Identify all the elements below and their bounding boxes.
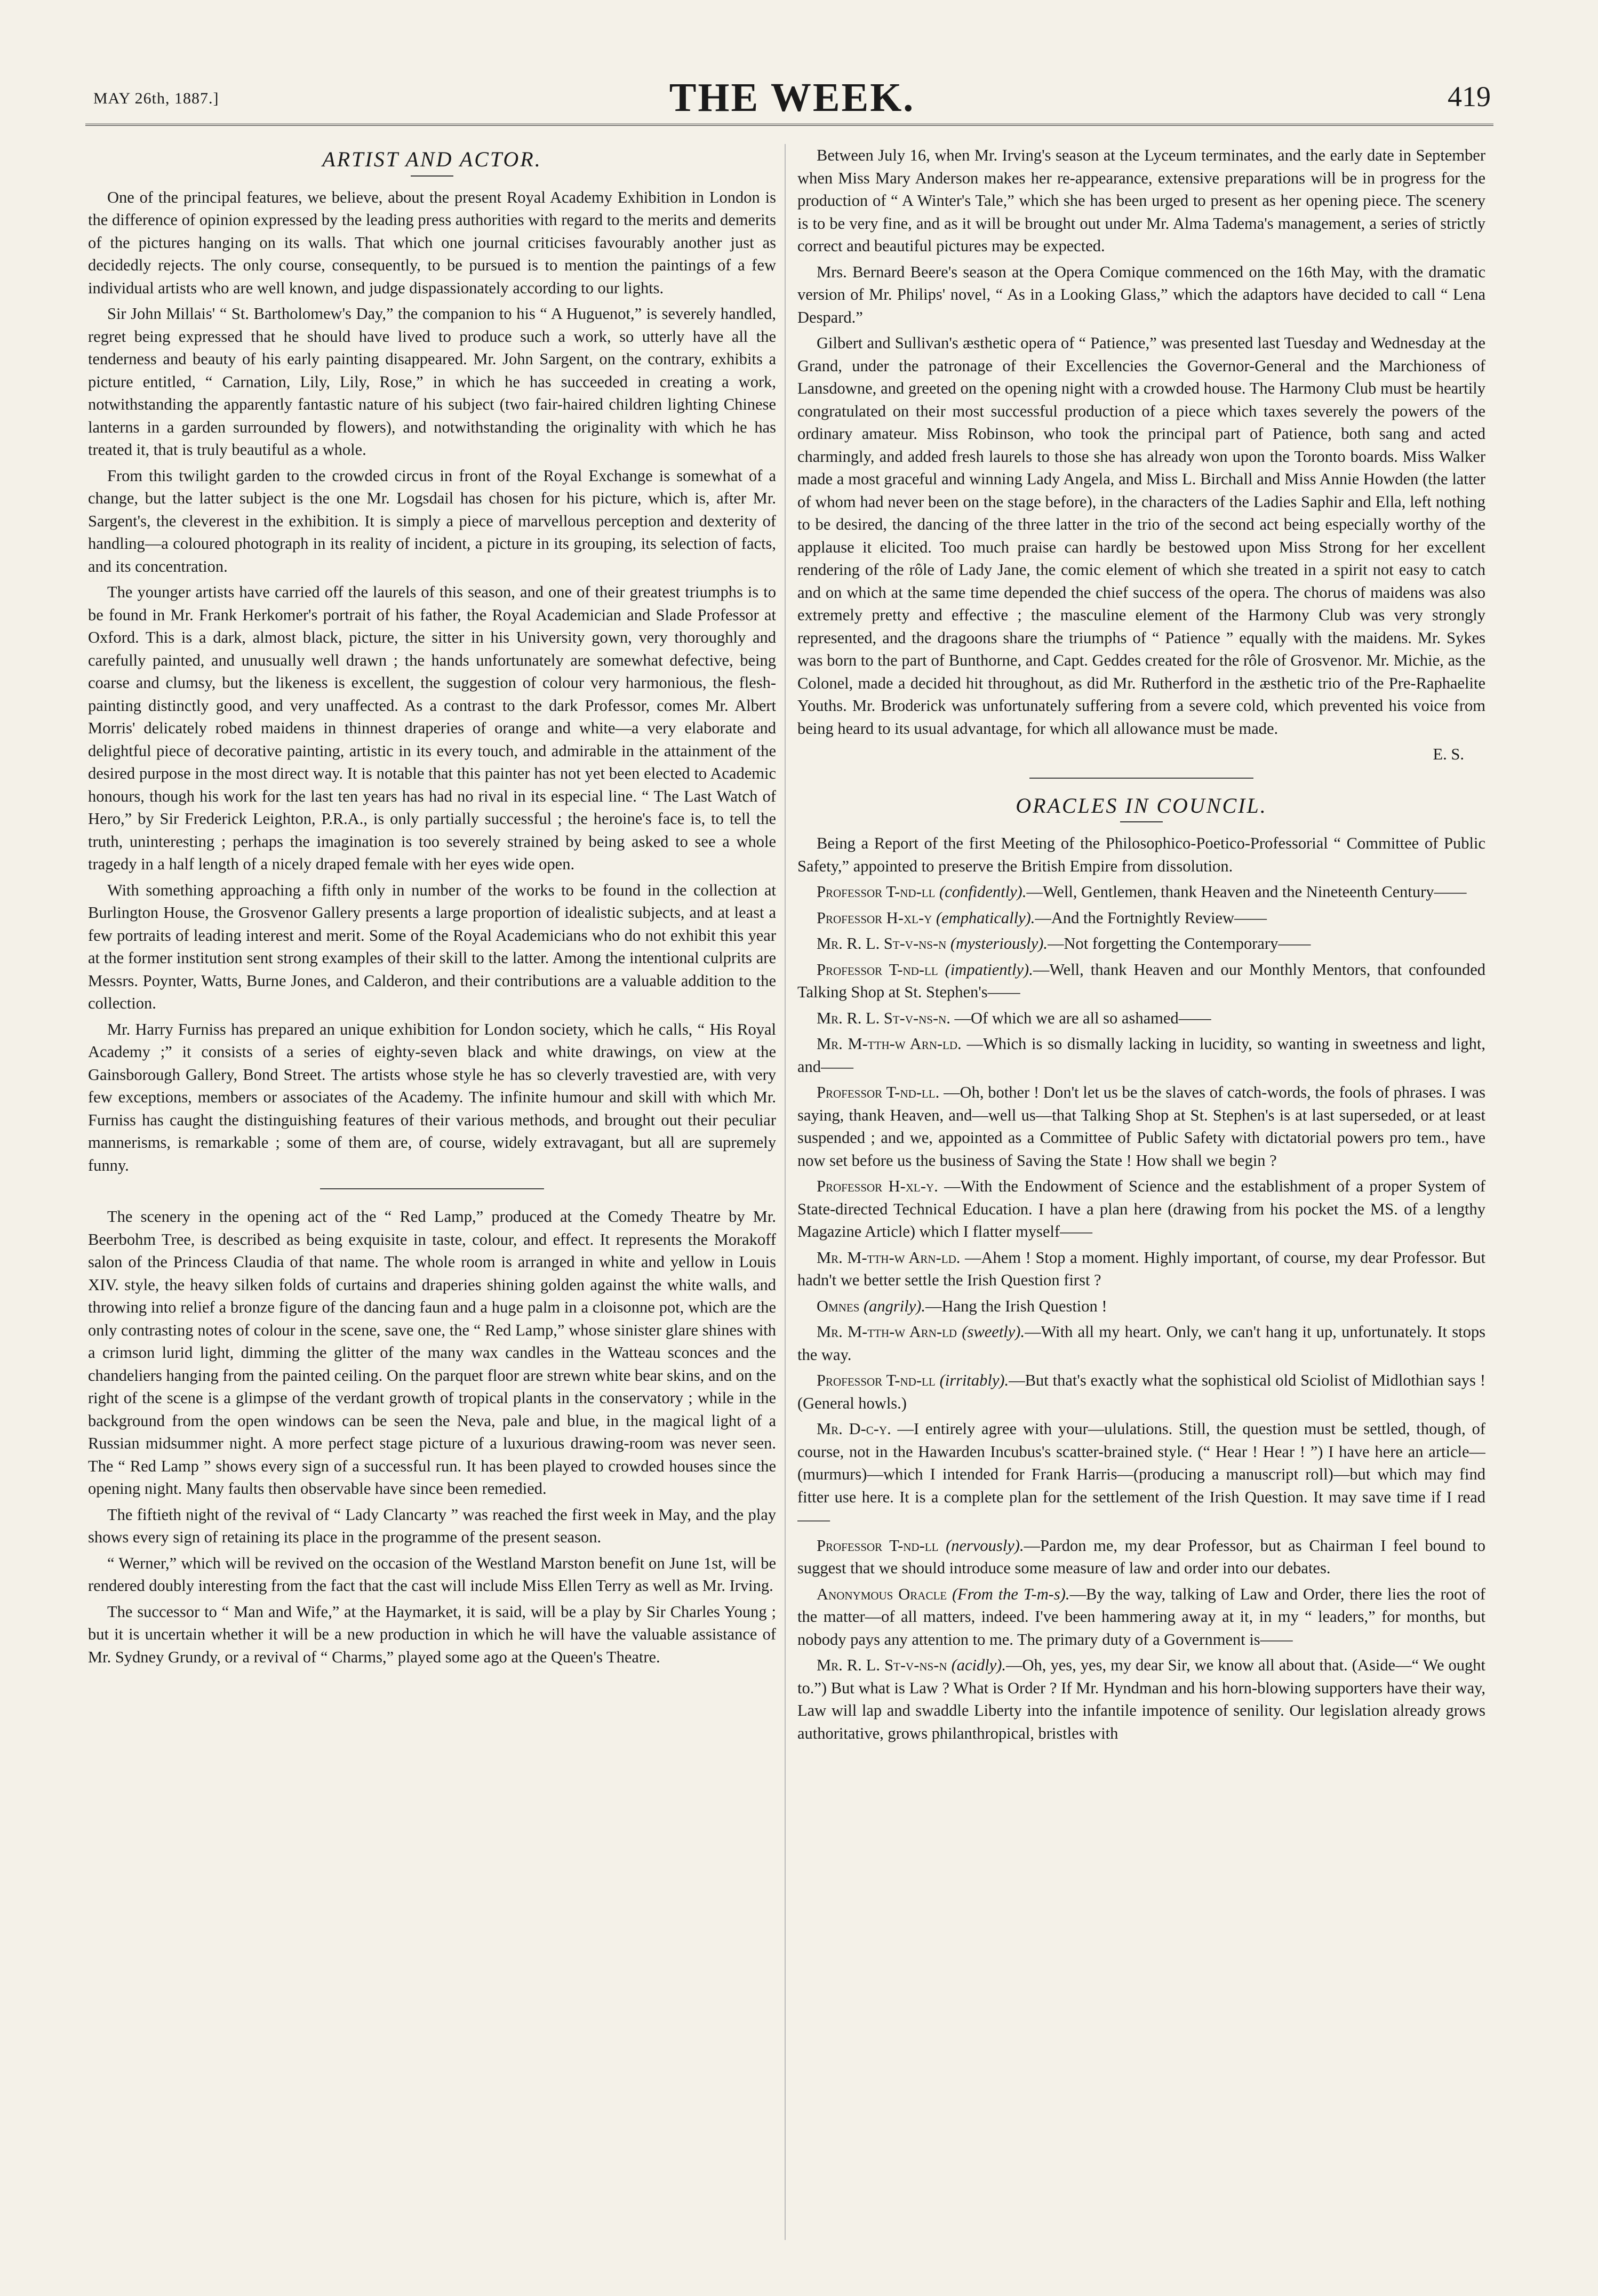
issue-date: MAY 26th, 1887.] xyxy=(93,90,219,107)
stage-direction: (From the T-m-s). xyxy=(952,1585,1070,1603)
masthead xyxy=(93,64,1491,123)
article-paragraph: Mr. Harry Furniss has prepared an unique exhibition for London society, which he calls, “ His Royal Academy ;” it consists of a series of eighty-seven black and white drawings, on view at the Gainsborough Gallery, Bond Street. The artists whose style he has so cleverly travestied are, with very few exceptions, members or associates of the Academy. The infinite humour and skill with which Mr. Furniss has caught the distinguishing features of their various methods, and brought out their peculiar mannerisms, is remarkable ; some of them are, of course, widely extravagant, but all are supremely funny. xyxy=(88,1020,776,1174)
dialogue-speaker: Professor T-nd-ll. xyxy=(817,1083,940,1101)
theatre-paragraph: Between July 16, when Mr. Irving's season at the Lyceum terminates, and the early date in September when Miss Mary Anderson makes her re-appearance, extensive preparations will be in progress for the production of “ A Winter's Tale,” which she has been urged to present as her opening piece. The scenery is to be very fine, and as it will be brought out under Mr. Alma Tadema's management, a series of strictly correct and beautiful pictures may be expected. xyxy=(797,146,1485,255)
heading-rule xyxy=(411,175,453,177)
theatre-paragraph: Mrs. Bernard Beere's season at the Opera Comique commenced on the 16th May, with the dramatic version of Mr. Philips' novel, “ As in a Looking Glass,” which the adaptors have decided to call “ Lena Despard.” xyxy=(797,262,1485,326)
stage-direction: (impatiently). xyxy=(945,960,1033,979)
dialogue-text: —Ahem ! Stop a moment. Highly important, of course, my dear Professor. But hadn't we better settle the Irish Question first ? xyxy=(797,1248,1485,1289)
dialogue-line xyxy=(797,1654,1485,1745)
dialogue-line xyxy=(797,958,1485,1004)
article-paragraph: Sir John Millais' “ St. Bartholomew's Day,” the companion to his “ A Huguenot,” is severely handled, regret being expressed that he should have lived to produce such a work, so utterly have all the tenderness and beauty of his early painting disappeared. Mr. John Sargent, on the contrary, exhibits a picture entitled, “ Carnation, Lily, Lily, Rose,” in which he has succeeded in creating a work, notwithstanding the apparently fantastic nature of his subject (two fair-haired children lighting Chinese lanterns in a garden surrounded by flowers), and notwithstanding the originality with which he has treated it, that is truly beautiful as a whole. xyxy=(88,305,776,459)
dialogue-text: —Oh, yes, yes, my dear Sir, we know all about that. (Aside—“ We ought to.”) But what is Law ? What is Order ? If Mr. Hyndman and his horn-blowing supporters have their way, Law will lap and swaddle Liberty into the infantile impotence of senility. Our legislation already grows authoritative, grows philanthropical, bristles with xyxy=(797,1656,1485,1742)
dialogue-line xyxy=(797,932,1485,955)
dialogue-speaker: Professor T-nd-ll xyxy=(817,1371,936,1389)
stage-direction: (confidently). xyxy=(939,883,1027,901)
publication-title: THE WEEK. xyxy=(669,75,915,120)
page-number: 419 xyxy=(1448,81,1491,113)
article-heading-oracles-in-council: ORACLES IN COUNCIL. xyxy=(1016,793,1267,818)
dialogue-line xyxy=(797,1418,1485,1531)
theatre-paragraph: “ Werner,” which will be revived on the occasion of the Westland Marston benefit on June 1st, will be rendered doubly interesting from the fact that the cast will include Miss Ellen Terry as well as Mr. Irving. xyxy=(88,1554,776,1595)
dialogue-text: —I entirely agree with your—ululations. Still, the question must be settled, though, of course, not in the Hawarden Incubus's scatter-brained style. (“ Hear ! Hear ! ”) I have here an article—(murmurs)—which I intended for Frank Harris—(producing a manuscript roll)—but which may find fitter use here. It is a complete plan for the settlement of the Irish Question. It may save time if I read—— xyxy=(797,1420,1485,1529)
dialogue-line xyxy=(797,1534,1485,1580)
heading-rule xyxy=(1120,821,1163,822)
dialogue-text: —By the way, talking of Law and Order, there lies the root of the matter—of all matters, indeed. I've been hammering away at it, in my “ leaders,” for months, but nobody pays any attention to me. The primary duty of a Government is—— xyxy=(797,1585,1485,1649)
dialogue-text: —Well, thank Heaven and our Monthly Mentors, that confounded Talking Shop at St. Stephen's—— xyxy=(797,960,1485,1001)
theatre-paragraph: The scenery in the opening act of the “ Red Lamp,” produced at the Comedy Theatre by Mr. Beerbohm Tree, is described as being exquisite in taste, colour, and effect. It represents the Morakoff salon of the Princess Claudia of that name. The whole room is arranged in white and yellow in Louis XIV. style, the heavy silken folds of curtains and draperies shining golden against the white walls, and throwing into relief a bronze figure of the dancing faun and a huge palm in a cloisonne pot, which are the only contrasting notes of colour in the scene, save one, the “ Red Lamp,” whose sinister glare shines with a crimson lurid light, dimming the glitter of the many wax candles in the Watteau sconces and the chandeliers hanging from the painted ceiling. On the parquet floor are strewn white bear skins, and on the right of the scene is a glimpse of the verdant growth of tropical plants in the conservatory ; while in the background from the open windows can be seen the Neva, pale and blue, in the magical light of a Russian midsummer night. A more perfect stage picture of a luxurious drawing-room was never seen. The “ Red Lamp ” shows every sign of a successful run. It has been played to crowded houses since the opening night. Many faults then observable have since been remedied. xyxy=(88,1207,776,1498)
dialogue-line xyxy=(797,1246,1485,1292)
dialogue-text: —Which is so dismally lacking in lucidity, so wanting in sweetness and light, and—— xyxy=(797,1035,1485,1076)
article-paragraph: The younger artists have carried off the laurels of this season, and one of their greatest triumphs is to be found in Mr. Frank Herkomer's portrait of his father, the Royal Academician and Slade Professor at Oxford. This is a dark, almost black, picture, the sitter in his University gown, very thoroughly and carefully painted, and unusually well drawn ; the hands unfortunately are somewhat defective, being coarse and clumsy, but the likeness is excellent, the suggestion of colour very harmonious, the flesh-painting distinctly good, and very unaffected. As a contrast to the dark Professor, comes Mr. Albert Morris' delicately robed maidens in thinnest draperies of orange and white—a very elaborate and delightful piece of decorative painting, artistic in its every touch, and admirable in the attainment of the desired purpose in the most direct way. It is notable that this painter has not yet been elected to Academic honours, though his work for the last ten years has had no rival in its especial line. “ The Last Watch of Hero,” by Sir Frederick Leighton, P.R.A., is only partially successful ; the heroine's face is, to tell the truth, uninteresting ; perhaps the imagination is too severely strained by being asked to see a whole tragedy in a half length of a nicely draped female with her eyes wide open. xyxy=(88,583,776,873)
theatre-paragraph: The successor to “ Man and Wife,” at the Haymarket, it is said, will be a play by Sir Charles Young ; but it is uncertain whether it will be a new production in which he will have the valuable assistance of Mr. Sydney Grundy, or a revival of “ Charms,” played some ago at the Queen's Theatre. xyxy=(88,1602,776,1666)
dialogue-speaker: Mr. R. L. St-v-ns-n xyxy=(817,934,947,953)
dialogue-text: —Not forgetting the Contemporary—— xyxy=(1048,934,1311,953)
article-paragraph: From this twilight garden to the crowded circus in front of the Royal Exchange is somewhat of a change, but the latter subject is the one Mr. Logsdail has chosen for his picture, which is, after Mr. Sargent's, the cleverest in the exhibition. It is simply a piece of marvellous perception and dexterity of handling—a coloured photograph in its reality of incident, a picture in its grouping, its selection of facts, and its concentration. xyxy=(88,466,776,575)
dialogue-text: —With all my heart. Only, we can't hang it up, unfortunately. It stops the way. xyxy=(797,1323,1485,1364)
right-column xyxy=(797,144,1485,2251)
dialogue-text: —Oh, bother ! Don't let us be the slaves of catch-words, the fools of phrases. I was saying, thank Heaven, and—well us—that Talking Shop at St. Stephen's is at last superseded, or at least suspended ; and we, appointed as a Committee of Public Safety with dictatorial powers pro tem., have now set before us the business of Saving the State ! How shall we begin ? xyxy=(797,1083,1485,1170)
theatre-paragraph: Gilbert and Sullivan's æsthetic opera of “ Patience,” was presented last Tuesday and Wednesday at the Grand, under the patronage of their Excellencies the Governor-General and the Marchioness of Lansdowne, and greeted on the opening night with a crowded house. The Harmony Club must be heartily congratulated on their most successful production of a piece which taxes severely the powers of the ordinary amateur. Miss Robinson, who took the principal part of Patience, both sang and acted charmingly, and added fresh laurels to those she has already won upon the Toronto boards. Miss Walker made a most graceful and winning Lady Angela, and Miss L. Birchall and Miss Annie Howden (the latter of whom had never been on the stage before), in the characters of the Ladies Saphir and Ella, left nothing to be desired, the dancing of the three latter in the trio of the second act being especially worthy of the applause it elicited. Too much praise can hardly be bestowed upon Miss Strong for her excellent rendering of the rôle of Lady Jane, the comic element of which she treated in a spirit not easy to catch and on which at the same time depended the chief success of the opera. The chorus of maidens was also extremely pretty and effective ; the masculine element of the Harmony Club was very strongly represented, and the dragoons share the triumphs of “ Patience ” equally with the maidens. Mr. Sykes was born to the part of Bunthorne, and Capt. Geddes created for the rôle of Grosvenor. Mr. Michie, as the Colonel, made a decided hit throughout, as did Mr. Rutherford in the æsthetic trio of the Pre-Raphaelite Youths. Mr. Broderick was unfortunately suffering from a severe cold, which prevented his voice from being heard to its usual advantage, for which all allowance must be made. xyxy=(797,334,1485,738)
theatre-paragraph: The fiftieth night of the revival of “ Lady Clancarty ” was reached the first week in May, and the play shows every sign of retaining its place in the programme of the present season. xyxy=(88,1505,776,1546)
dialogue-speaker: Mr. R. L. St-v-ns-n. xyxy=(817,1009,950,1027)
author-signature: E. S. xyxy=(1433,745,1464,763)
dialogue-text: —Well, Gentlemen, thank Heaven and the Nineteenth Century—— xyxy=(1026,883,1467,901)
stage-direction: (mysteriously). xyxy=(950,934,1048,953)
dialogue-text: —Of which we are all so ashamed—— xyxy=(954,1009,1211,1027)
dialogue-speaker: Omnes xyxy=(817,1297,860,1315)
stage-direction: (irritably). xyxy=(939,1371,1009,1389)
dialogue-line xyxy=(797,1007,1485,1030)
oracles-intro: Being a Report of the first Meeting of the Philosophico-Poetico-Professorial “ Committee of Public Safety,” appointed to preserve the British Empire from dissolution. xyxy=(797,834,1485,875)
dialogue-text: —Pardon me, my dear Professor, but as Chairman I feel bound to suggest that we should introduce some measure of law and order into our debates. xyxy=(797,1536,1485,1577)
dialogue-speaker: Mr. M-tth-w Arn-ld. xyxy=(817,1035,962,1053)
stage-direction: (emphatically). xyxy=(936,908,1035,927)
left-column xyxy=(88,144,776,2251)
dialogue-speaker: Professor T-nd-ll xyxy=(817,883,936,901)
dialogue-speaker: Mr. R. L. St-v-ns-n xyxy=(817,1656,947,1674)
stage-direction: (nervously). xyxy=(946,1536,1024,1555)
dialogue-speaker: Mr. M-tth-w Arn-ld xyxy=(817,1323,957,1341)
section-separator xyxy=(320,1188,544,1189)
stage-direction: (sweetly). xyxy=(962,1323,1025,1341)
dialogue-speaker: Mr. D-c-y. xyxy=(817,1420,891,1438)
dialogue-line xyxy=(797,1033,1485,1078)
dialogue-text: —Hang the Irish Question ! xyxy=(925,1297,1107,1315)
stage-direction: (acidly). xyxy=(951,1656,1006,1674)
dialogue-line xyxy=(797,1369,1485,1414)
article-paragraph: With something approaching a fifth only in number of the works to be found in the collection at Burlington House, the Grosvenor Gallery presents a large proportion of idealistic subjects, and at least a few portraits of leading interest and merit. Some of the Royal Academicians who do not exhibit this year at the former institution sent strong examples of their skill to the latter. Among the intentional culprits are Messrs. Poynter, Watts, Burne Jones, and Calderon, and their contributions are a valuable addition to the collection. xyxy=(88,881,776,1012)
section-separator xyxy=(1029,778,1253,779)
column-divider xyxy=(785,144,786,2240)
dialogue-speaker: Anonymous Oracle xyxy=(817,1585,947,1603)
article-paragraph: One of the principal features, we believe, about the present Royal Academy Exhibition in London is the difference of opinion expressed by the leading press authorities with regard to the merits and demerits of the pictures hanging on its walls. That which one journal criticises favourably another just as decidedly rejects. The only course, consequently, to be pursued is to mention the paintings of a few individual artists who are well known, and judge dispassionately according to our lights. xyxy=(88,188,776,297)
dialogue-text: —And the Fortnightly Review—— xyxy=(1035,908,1267,927)
dialogue xyxy=(797,881,1485,1745)
dialogue-speaker: Mr. M-tth-w Arn-ld. xyxy=(817,1248,961,1267)
dialogue-line xyxy=(797,1583,1485,1651)
article-heading-artist-and-actor: ARTIST AND ACTOR. xyxy=(322,147,542,171)
dialogue-speaker: Professor H-xl-y xyxy=(817,908,932,927)
dialogue-speaker: Professor T-nd-ll xyxy=(817,960,938,979)
dialogue-line xyxy=(797,907,1485,930)
dialogue-text: —But that's exactly what the sophistical old Sciolist of Midlothian says ! (General howls.) xyxy=(797,1371,1485,1412)
dialogue-line xyxy=(797,1321,1485,1366)
dialogue-speaker: Professor T-nd-ll xyxy=(817,1536,939,1555)
dialogue-line xyxy=(797,1295,1485,1318)
dialogue-line xyxy=(797,1175,1485,1243)
dialogue-text: —With the Endowment of Science and the establishment of a proper System of State-directed Technical Education. I have a plan here (drawing from his pocket the MS. of a lengthy Magazine Article) which I flatter myself—— xyxy=(797,1177,1485,1241)
dialogue-line xyxy=(797,881,1485,903)
dialogue-line xyxy=(797,1081,1485,1172)
stage-direction: (angrily). xyxy=(864,1297,926,1315)
header-rule xyxy=(85,124,1493,126)
dialogue-speaker: Professor H-xl-y. xyxy=(817,1177,938,1195)
